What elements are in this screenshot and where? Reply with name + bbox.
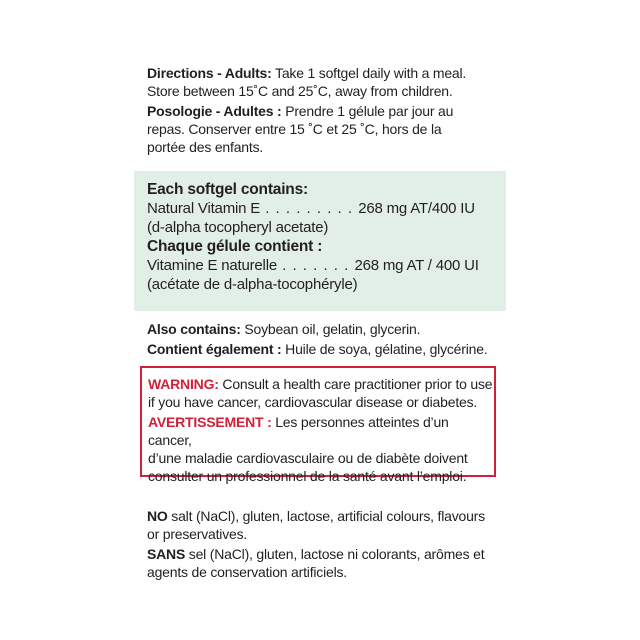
free-from-section — [147, 507, 507, 581]
warning-french-label: AVERTISSEMENT : — [148, 414, 272, 430]
ingredient-french-amount: 268 mg AT / 400 UI — [354, 257, 479, 274]
free-from-french-line2: agents de conservation artificiels. — [147, 564, 347, 580]
free-from-english — [147, 507, 507, 543]
warning-english — [148, 375, 494, 411]
also-contains-section — [147, 320, 507, 358]
ingredient-english-source: (d-alpha tocopheryl acetate) — [147, 219, 329, 236]
also-contains-french-text: Huile de soya, gélatine, glycérine. — [281, 341, 488, 357]
warning-english-label: WARNING: — [148, 376, 219, 392]
warning-french-line2: d’une maladie cardiovasculaire ou de diabète doivent — [148, 450, 468, 466]
directions-french-line3: portée des enfants. — [147, 139, 264, 155]
directions-english-line2: Store between 15˚C and 25˚C, away from children. — [147, 83, 453, 99]
directions-french-line2: repas. Conserver entre 15 ˚C et 25 ˚C, hors de la — [147, 121, 442, 137]
warning-french — [148, 413, 494, 485]
free-from-french-label: SANS — [147, 546, 186, 562]
ingredient-french-source: (acétate de d-alpha-tocophéryle) — [147, 276, 358, 293]
directions-french — [147, 102, 507, 156]
directions-english-label: Directions - Adults: — [147, 65, 272, 81]
warning-french-line3: consulter un professionnel de la santé avant l’emploi. — [148, 468, 467, 484]
free-from-english-line2: or preservatives. — [147, 526, 248, 542]
directions-section — [147, 64, 507, 156]
free-from-french-line1: sel (NaCl), gluten, lactose ni colorants, arômes et — [185, 546, 485, 562]
ingredients-french-row — [147, 256, 507, 275]
free-from-english-line1: salt (NaCl), gluten, lactose, artificial colours, flavours — [167, 508, 485, 524]
warning-english-line2: if you have cancer, cardiovascular disease or diabetes. — [148, 394, 478, 410]
ingredient-french-name: Vitamine E naturelle — [147, 257, 277, 274]
also-contains-english-label: Also contains: — [147, 321, 241, 337]
ingredients-english-heading: Each softgel contains: — [147, 181, 308, 198]
free-from-french — [147, 545, 507, 581]
ingredient-english-name: Natural Vitamin E — [147, 200, 261, 217]
also-contains-english — [147, 320, 507, 338]
ingredient-french-dots: . . . . . . . — [276, 257, 355, 274]
ingredients-english-row — [147, 199, 507, 218]
directions-french-label: Posologie - Adultes : — [147, 103, 282, 119]
also-contains-english-text: Soybean oil, gelatin, glycerin. — [240, 321, 421, 337]
ingredients-french-heading: Chaque gélule contient : — [147, 238, 323, 255]
directions-english — [147, 64, 507, 100]
warning-box — [140, 366, 496, 484]
free-from-english-label: NO — [147, 508, 168, 524]
directions-english-line1: Take 1 softgel daily with a meal. — [271, 65, 467, 81]
warning-french-line1: Les personnes atteintes d’un cancer, — [148, 414, 449, 448]
ingredient-english-dots: . . . . . . . . . — [260, 200, 359, 217]
also-contains-french — [147, 340, 507, 358]
directions-french-line1: Prendre 1 gélule par jour au — [281, 103, 454, 119]
also-contains-french-label: Contient également : — [147, 341, 282, 357]
ingredients-panel — [134, 171, 506, 311]
ingredient-english-amount: 268 mg AT/400 IU — [358, 200, 475, 217]
warning-english-line1: Consult a health care practitioner prior to use — [218, 376, 493, 392]
